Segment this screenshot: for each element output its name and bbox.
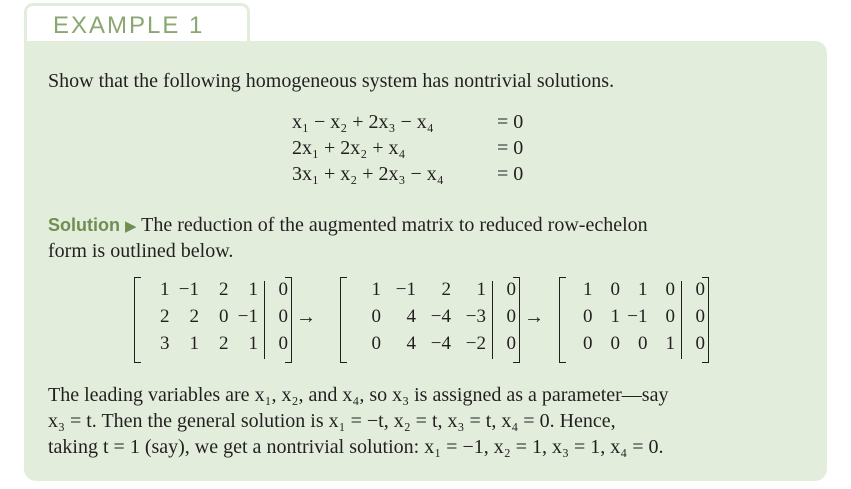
matrix-cell: −3 bbox=[465, 306, 486, 327]
matrix-cell: 2 bbox=[189, 306, 199, 327]
example-label: EXAMPLE 1 bbox=[53, 12, 205, 39]
conclusion-line-2: x₃ = t. Then the general solution is x₁ = −t, x₂ = t, x₃ = t, x₄ = 0. Hence, bbox=[48, 410, 616, 432]
matrix-cell: −1 bbox=[237, 306, 258, 327]
matrix-cell: 1 bbox=[189, 333, 199, 354]
equation-2-rhs: = 0 bbox=[497, 137, 524, 159]
matrix-cell: 0 bbox=[695, 306, 705, 327]
solution-line-1 bbox=[48, 213, 648, 239]
equation-1-lhs: x₁ − x₂ + 2x₃ − x₄ bbox=[292, 111, 434, 133]
matrix-cell: 0 bbox=[583, 333, 593, 354]
matrix-cell: −2 bbox=[465, 333, 486, 354]
matrix-cell: 0 bbox=[278, 333, 288, 354]
matrix-cell: 0 bbox=[506, 279, 516, 300]
example-tab bbox=[24, 3, 250, 44]
intro-text: Show that the following homogeneous system has nontrivial solutions. bbox=[48, 70, 615, 92]
equation-1-rhs: = 0 bbox=[497, 111, 524, 133]
left-bracket bbox=[559, 277, 566, 363]
augmented-matrix-3 bbox=[559, 277, 709, 363]
matrix-cell: −1 bbox=[395, 279, 416, 300]
augmented-matrix-2 bbox=[340, 277, 520, 363]
matrix-cell: 3 bbox=[160, 333, 170, 354]
matrix-cell: 2 bbox=[219, 333, 229, 354]
solution-label: Solution bbox=[48, 215, 120, 235]
matrix-cell: −1 bbox=[178, 279, 199, 300]
conclusion-line-3: taking t = 1 (say), we get a nontrivial solution: x₁ = −1, x₂ = 1, x₃ = 1, x₄ = 0. bbox=[48, 436, 664, 458]
matrix-cell: 0 bbox=[610, 279, 620, 300]
matrix-cell: 0 bbox=[665, 279, 675, 300]
left-bracket bbox=[340, 277, 347, 363]
matrix-cell: 1 bbox=[638, 279, 648, 300]
matrix-cell: 0 bbox=[695, 333, 705, 354]
matrix-row bbox=[24, 277, 827, 367]
matrix-cell: 0 bbox=[583, 306, 593, 327]
matrix-cell: −1 bbox=[627, 306, 648, 327]
matrix-cell: 0 bbox=[506, 333, 516, 354]
augment-divider bbox=[681, 281, 682, 359]
matrix-cell: 0 bbox=[278, 279, 288, 300]
equation-3-rhs: = 0 bbox=[497, 163, 524, 185]
matrix-cell: 0 bbox=[638, 333, 648, 354]
matrix-cell: 0 bbox=[371, 333, 381, 354]
matrix-cell: 2 bbox=[219, 279, 229, 300]
matrix-cell: 0 bbox=[665, 306, 675, 327]
reduces-to-arrow: → bbox=[524, 306, 544, 328]
matrix-cell: 1 bbox=[371, 279, 381, 300]
matrix-cell: 1 bbox=[248, 279, 258, 300]
solution-line-2: form is outlined below. bbox=[48, 240, 234, 262]
matrix-cell: 0 bbox=[278, 306, 288, 327]
augment-divider bbox=[264, 281, 265, 359]
equation-2-lhs: 2x₁ + 2x₂ + x₄ bbox=[292, 137, 406, 159]
matrix-cell: 1 bbox=[583, 279, 593, 300]
matrix-cell: 1 bbox=[476, 279, 486, 300]
equation-3-lhs: 3x₁ + x₂ + 2x₃ − x₄ bbox=[292, 163, 444, 185]
matrix-cell: 4 bbox=[406, 333, 416, 354]
matrix-cell: 1 bbox=[610, 306, 620, 327]
matrix-cell: 4 bbox=[406, 306, 416, 327]
solution-text-1: The reduction of the augmented matrix to reduced row-echelon bbox=[141, 214, 648, 236]
augmented-matrix-1 bbox=[134, 277, 292, 363]
augment-divider bbox=[492, 281, 493, 359]
left-bracket bbox=[134, 277, 141, 363]
matrix-cell: 0 bbox=[695, 279, 705, 300]
triangle-icon: ▶ bbox=[124, 219, 137, 235]
matrix-cell: −4 bbox=[430, 333, 451, 354]
matrix-cell: 0 bbox=[506, 306, 516, 327]
matrix-cell: 2 bbox=[441, 279, 451, 300]
matrix-cell: 1 bbox=[160, 279, 170, 300]
matrix-cell: 1 bbox=[248, 333, 258, 354]
matrix-cell: 2 bbox=[160, 306, 170, 327]
matrix-cell: 1 bbox=[665, 333, 675, 354]
example-panel bbox=[24, 41, 827, 481]
matrix-cell: 0 bbox=[219, 306, 229, 327]
conclusion-line-1: The leading variables are x₁, x₂, and x₄, so x₃ is assigned as a parameter—say bbox=[48, 384, 669, 406]
reduces-to-arrow: → bbox=[296, 306, 316, 328]
matrix-cell: 0 bbox=[610, 333, 620, 354]
matrix-cell: −4 bbox=[430, 306, 451, 327]
matrix-cell: 0 bbox=[371, 306, 381, 327]
